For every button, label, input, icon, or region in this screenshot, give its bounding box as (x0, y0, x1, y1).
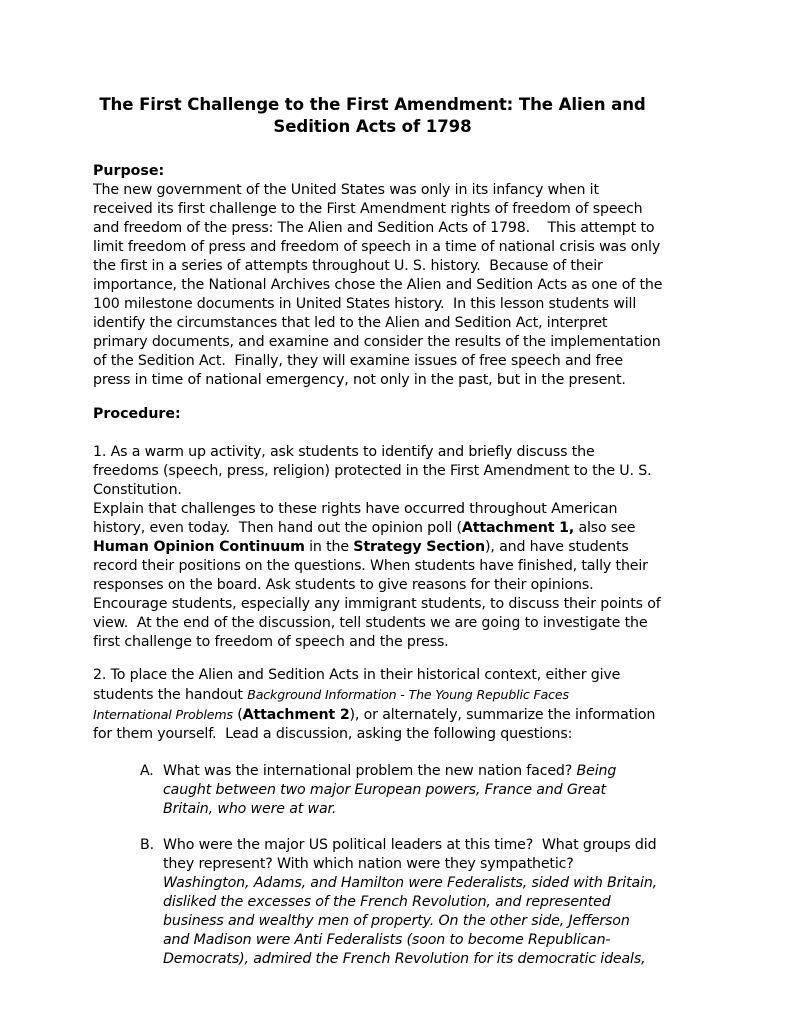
step1-text: history, even today. Then hand out the opinion poll ( (93, 520, 462, 536)
list-marker: A. (140, 763, 154, 779)
answer-line: Britain, who were at war. (163, 801, 337, 817)
purpose-line: primary documents, and examine and consider the results of the implementation (93, 334, 661, 350)
step1-line: Constitution. (93, 482, 182, 498)
answer-line: and Madison were Anti Federalists (soon to become Republican- (163, 932, 611, 948)
strategy-section-reference: Strategy Section (353, 539, 485, 555)
document-title (80, 94, 665, 138)
purpose-line: The new government of the United States was only in its infancy when it (93, 182, 599, 198)
purpose-line: the first in a series of attempts throughout U. S. history. Because of their (93, 258, 603, 274)
step2-text: ( (232, 707, 243, 723)
answer-line: Washington, Adams, and Hamilton were Federalists, sided with Britain, (163, 875, 658, 891)
answer-line: caught between two major European powers, France and Great (163, 782, 606, 798)
step1-line: freedoms (speech, press, religion) protected in the First Amendment to the U. S. (93, 463, 652, 479)
purpose-line: and freedom of the press: The Alien and Sedition Acts of 1798. This attempt to (93, 220, 655, 236)
question-body (163, 836, 673, 969)
question-text: What was the international problem the new nation faced? (163, 763, 577, 779)
step2-line (93, 685, 663, 705)
step2-line: 2. To place the Alien and Sedition Acts in their historical context, either give (93, 667, 621, 683)
title-line-2: Sedition Acts of 1798 (273, 117, 472, 136)
purpose-line: limit freedom of press and freedom of speech in a time of national crisis was only (93, 239, 661, 255)
procedure-heading: Procedure: (93, 406, 181, 422)
question-line: they represent? With which nation were they sympathetic? (163, 856, 574, 872)
step1-line: responses on the board. Ask students to give reasons for their opinions. (93, 577, 594, 593)
answer-line: disliked the excesses of the French Revolution, and represented (163, 894, 611, 910)
question-a (140, 762, 670, 822)
step1-line: Encourage students, especially any immigrant students, to discuss their points of (93, 596, 661, 612)
purpose-line: of the Sedition Act. Finally, they will examine issues of free speech and free (93, 353, 623, 369)
question-line: Who were the major US political leaders at this time? What groups did (163, 837, 657, 853)
purpose-line: press in time of national emergency, not only in the past, but in the present. (93, 372, 626, 388)
question-body (163, 762, 673, 819)
purpose-heading: Purpose: (93, 163, 165, 179)
purpose-line: 100 milestone documents in United States history. In this lesson students will (93, 296, 637, 312)
title-line-1: The First Challenge to the First Amendment: The Alien and (99, 95, 646, 114)
step1-line: record their positions on the questions. When students have finished, tally their (93, 558, 648, 574)
human-opinion-continuum-reference: Human Opinion Continuum (93, 539, 305, 555)
purpose-line: importance, the National Archives chose the Alien and Sedition Acts as one of the (93, 277, 663, 293)
step1-text: also see (574, 520, 636, 536)
handout-title: Background Information - The Young Republic Faces (247, 687, 569, 702)
step1-line: first challenge to freedom of speech and the press. (93, 634, 449, 650)
purpose-line: received its first challenge to the First Amendment rights of freedom of speech (93, 201, 643, 217)
step1-text: ), and have students (484, 539, 629, 555)
procedure-step-1 (93, 443, 663, 652)
step2-line: for them yourself. Lead a discussion, asking the following questions: (93, 726, 573, 742)
step2-text: students the handout (93, 687, 248, 703)
step1-line (93, 538, 663, 557)
attachment-2-reference: Attachment 2 (242, 707, 350, 723)
procedure-step-2 (93, 666, 663, 744)
step1-line (93, 519, 663, 538)
list-marker: B. (140, 837, 154, 853)
step1-line: view. At the end of the discussion, tell students we are going to investigate the (93, 615, 648, 631)
handout-title: International Problems (93, 707, 233, 722)
answer-line: business and wealthy men of property. On the other side, Jefferson (163, 913, 630, 929)
step1-text: in the (304, 539, 354, 555)
attachment-1-reference: Attachment 1, (461, 520, 575, 536)
answer-text: Being (576, 763, 617, 779)
step2-text: ), or alternately, summarize the information (349, 707, 656, 723)
step2-line (93, 705, 663, 725)
question-line (163, 762, 673, 781)
step1-line: Explain that challenges to these rights have occurred throughout American (93, 501, 618, 517)
answer-line: Democrats), admired the French Revolution for its democratic ideals, (163, 951, 646, 967)
step1-line: 1. As a warm up activity, ask students to identify and briefly discuss the (93, 444, 595, 460)
purpose-line: identify the circumstances that led to the Alien and Sedition Act, interpret (93, 315, 608, 331)
purpose-paragraph (93, 181, 663, 390)
question-b (140, 836, 670, 976)
